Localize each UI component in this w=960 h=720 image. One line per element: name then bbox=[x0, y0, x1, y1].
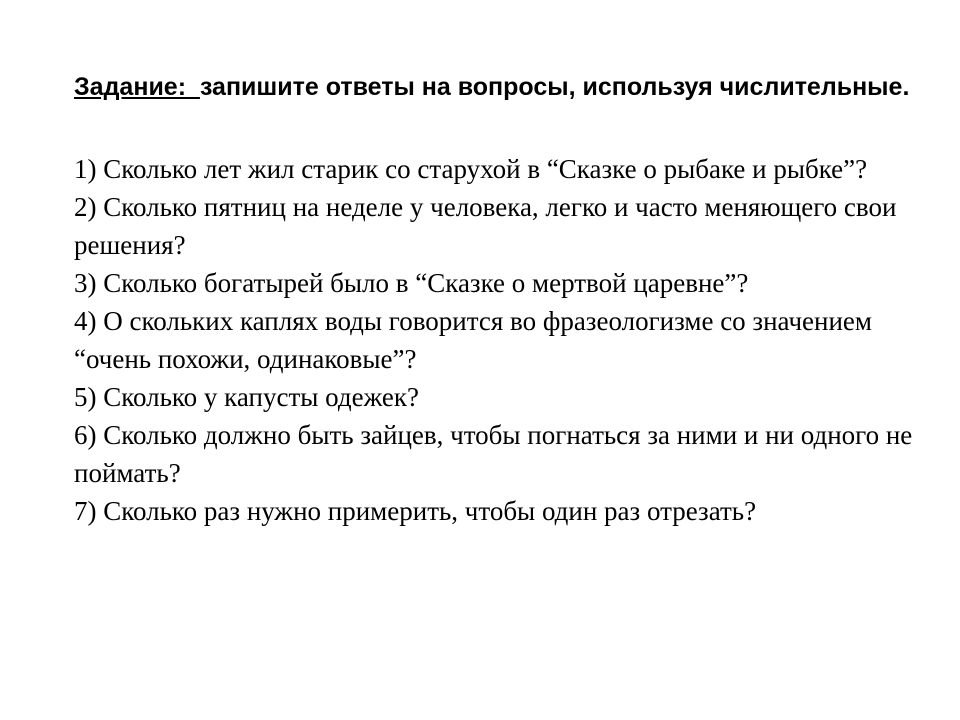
question-item-4: 4) О скольких каплях воды говорится во фразеологизме со значением “очень похожи, одинаковые”? bbox=[74, 306, 872, 374]
question-item-5: 5) Сколько у капусты одежек? bbox=[74, 382, 419, 412]
question-item-2: 2) Сколько пятниц на неделе у человека, легко и часто меняющего свои решения? bbox=[74, 192, 897, 260]
spacer bbox=[74, 106, 914, 144]
slide-content bbox=[74, 68, 914, 530]
question-item-6: 6) Сколько должно быть зайцев, чтобы погнаться за ними и ни одного не поймать? bbox=[74, 420, 913, 488]
task-label: Задание: bbox=[74, 73, 200, 101]
question-item-1: 1) Сколько лет жил старик со старухой в “Сказке о рыбаке и рыбке”? bbox=[74, 154, 868, 184]
question-item-7: 7) Сколько раз нужно примерить, чтобы один раз отрезать? bbox=[74, 496, 757, 526]
task-heading bbox=[74, 68, 914, 106]
question-item-3: 3) Сколько богатырей было в “Сказке о мертвой царевне”? bbox=[74, 268, 749, 298]
task-text: запишите ответы на вопросы, используя числительные. bbox=[199, 73, 910, 101]
question-list bbox=[74, 150, 914, 530]
